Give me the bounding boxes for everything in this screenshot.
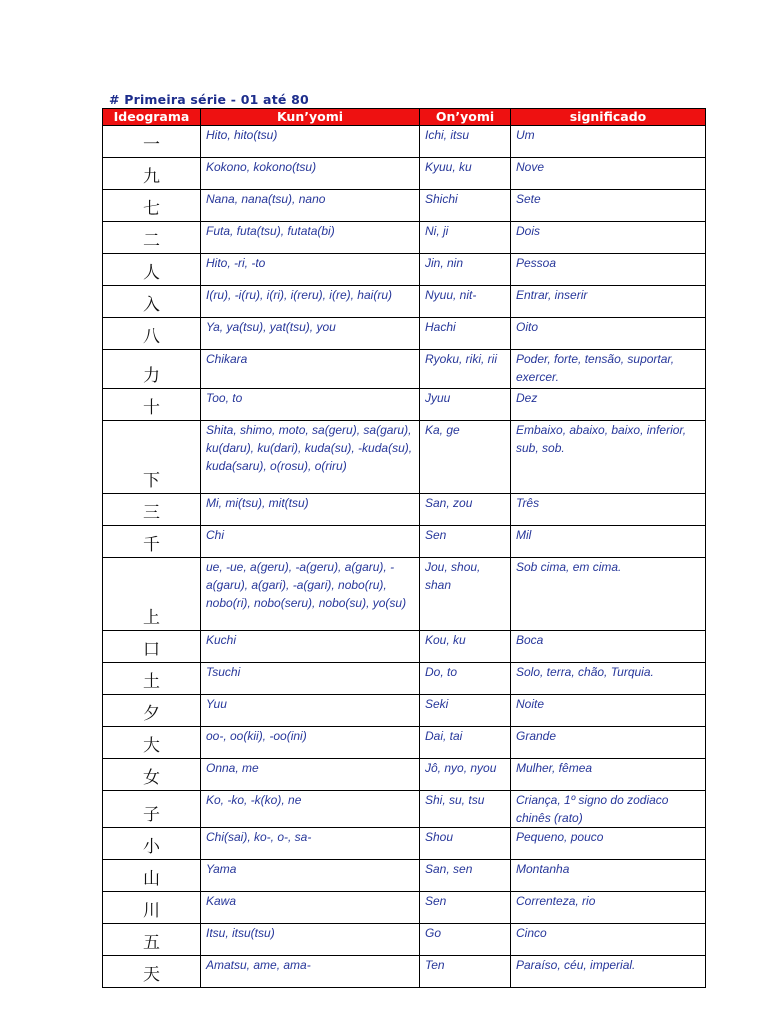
kunyomi-cell: Hito, -ri, -to	[201, 254, 420, 286]
table-row	[103, 389, 706, 421]
meaning-cell: Entrar, inserir	[511, 286, 706, 318]
table-row	[103, 924, 706, 956]
meaning-cell: Dois	[511, 222, 706, 254]
meaning-cell: Montanha	[511, 860, 706, 892]
onyomi-cell: Hachi	[420, 318, 511, 350]
meaning-cell: Sob cima, em cima.	[511, 558, 706, 631]
kunyomi-cell: Mi, mi(tsu), mit(tsu)	[201, 494, 420, 526]
ideogram-cell: 子	[103, 791, 201, 828]
table-row	[103, 558, 706, 631]
meaning-cell: Cinco	[511, 924, 706, 956]
table-row	[103, 286, 706, 318]
ideogram-cell: 土	[103, 663, 201, 695]
meaning-cell: Mulher, fêmea	[511, 759, 706, 791]
onyomi-cell: Ten	[420, 956, 511, 988]
table-row	[103, 158, 706, 190]
meaning-cell: Noite	[511, 695, 706, 727]
meaning-cell: Paraíso, céu, imperial.	[511, 956, 706, 988]
onyomi-cell: Ryoku, riki, rii	[420, 350, 511, 389]
ideogram-cell: 九	[103, 158, 201, 190]
kunyomi-cell: Amatsu, ame, ama-	[201, 956, 420, 988]
onyomi-cell: Ka, ge	[420, 421, 511, 494]
meaning-cell: Poder, forte, tensão, suportar, exercer.	[511, 350, 706, 389]
meaning-cell: Dez	[511, 389, 706, 421]
column-header-onyomi: On’yomi	[420, 109, 511, 126]
onyomi-cell: Shichi	[420, 190, 511, 222]
kunyomi-cell: Chi	[201, 526, 420, 558]
onyomi-cell: San, sen	[420, 860, 511, 892]
meaning-cell: Mil	[511, 526, 706, 558]
table-row	[103, 631, 706, 663]
meaning-cell: Pequeno, pouco	[511, 828, 706, 860]
kunyomi-cell: Too, to	[201, 389, 420, 421]
ideogram-cell: 小	[103, 828, 201, 860]
ideogram-cell: 人	[103, 254, 201, 286]
meaning-cell: Oito	[511, 318, 706, 350]
kanji-table	[102, 108, 706, 988]
onyomi-cell: Jô, nyo, nyou	[420, 759, 511, 791]
kunyomi-cell: Kuchi	[201, 631, 420, 663]
ideogram-cell: 天	[103, 956, 201, 988]
meaning-cell: Correnteza, rio	[511, 892, 706, 924]
meaning-cell: Criança, 1º signo do zodiaco chinês (rato)	[511, 791, 706, 828]
ideogram-cell: 上	[103, 558, 201, 631]
onyomi-cell: Jin, nin	[420, 254, 511, 286]
table-row	[103, 956, 706, 988]
kunyomi-cell: oo-, oo(kii), -oo(ini)	[201, 727, 420, 759]
table-row	[103, 828, 706, 860]
kunyomi-cell: Futa, futa(tsu), futata(bi)	[201, 222, 420, 254]
kunyomi-cell: ue, -ue, a(geru), -a(geru), a(garu), -a(garu), a(gari), -a(gari), nobo(ru), nobo(ri), nobo(seru), nobo(su), yo(su)	[201, 558, 420, 631]
meaning-cell: Um	[511, 126, 706, 158]
kunyomi-cell: Chikara	[201, 350, 420, 389]
ideogram-cell: 女	[103, 759, 201, 791]
page-heading: # Primeira série - 01 até 80	[109, 92, 309, 107]
meaning-cell: Três	[511, 494, 706, 526]
ideogram-cell: 大	[103, 727, 201, 759]
table-row	[103, 222, 706, 254]
onyomi-cell: Kou, ku	[420, 631, 511, 663]
ideogram-cell: 十	[103, 389, 201, 421]
table-row	[103, 350, 706, 389]
onyomi-cell: Jou, shou, shan	[420, 558, 511, 631]
table-row	[103, 791, 706, 828]
table-row	[103, 318, 706, 350]
table-row	[103, 663, 706, 695]
meaning-cell: Embaixo, abaixo, baixo, inferior, sub, sob.	[511, 421, 706, 494]
table-row	[103, 860, 706, 892]
ideogram-cell: 二	[103, 222, 201, 254]
kunyomi-cell: Ko, -ko, -k(ko), ne	[201, 791, 420, 828]
kunyomi-cell: I(ru), -i(ru), i(ri), i(reru), i(re), hai(ru)	[201, 286, 420, 318]
ideogram-cell: 力	[103, 350, 201, 389]
table-row	[103, 421, 706, 494]
ideogram-cell: 入	[103, 286, 201, 318]
ideogram-cell: 川	[103, 892, 201, 924]
onyomi-cell: Kyuu, ku	[420, 158, 511, 190]
table-row	[103, 759, 706, 791]
column-header-meaning: significado	[511, 109, 706, 126]
kunyomi-cell: Yuu	[201, 695, 420, 727]
ideogram-cell: 七	[103, 190, 201, 222]
meaning-cell: Nove	[511, 158, 706, 190]
column-header-ideogram: Ideograma	[103, 109, 201, 126]
ideogram-cell: 千	[103, 526, 201, 558]
ideogram-cell: 一	[103, 126, 201, 158]
kunyomi-cell: Onna, me	[201, 759, 420, 791]
kunyomi-cell: Nana, nana(tsu), nano	[201, 190, 420, 222]
kunyomi-cell: Kawa	[201, 892, 420, 924]
kunyomi-cell: Yama	[201, 860, 420, 892]
ideogram-cell: 下	[103, 421, 201, 494]
onyomi-cell: Sen	[420, 526, 511, 558]
table-row	[103, 126, 706, 158]
ideogram-cell: 三	[103, 494, 201, 526]
kunyomi-cell: Hito, hito(tsu)	[201, 126, 420, 158]
meaning-cell: Pessoa	[511, 254, 706, 286]
meaning-cell: Solo, terra, chão, Turquia.	[511, 663, 706, 695]
onyomi-cell: Go	[420, 924, 511, 956]
kunyomi-cell: Tsuchi	[201, 663, 420, 695]
onyomi-cell: Ni, ji	[420, 222, 511, 254]
table-row	[103, 190, 706, 222]
onyomi-cell: Ichi, itsu	[420, 126, 511, 158]
kunyomi-cell: Shita, shimo, moto, sa(geru), sa(garu), ku(daru), ku(dari), kuda(su), -kuda(su), kuda(saru), o(rosu), o(riru)	[201, 421, 420, 494]
onyomi-cell: Jyuu	[420, 389, 511, 421]
table-row	[103, 526, 706, 558]
table-row	[103, 695, 706, 727]
onyomi-cell: Nyuu, nit-	[420, 286, 511, 318]
onyomi-cell: San, zou	[420, 494, 511, 526]
ideogram-cell: 五	[103, 924, 201, 956]
table-row	[103, 892, 706, 924]
ideogram-cell: 八	[103, 318, 201, 350]
ideogram-cell: 山	[103, 860, 201, 892]
onyomi-cell: Shi, su, tsu	[420, 791, 511, 828]
meaning-cell: Sete	[511, 190, 706, 222]
table-body	[103, 126, 706, 988]
onyomi-cell: Sen	[420, 892, 511, 924]
meaning-cell: Boca	[511, 631, 706, 663]
table-row	[103, 727, 706, 759]
onyomi-cell: Seki	[420, 695, 511, 727]
kunyomi-cell: Chi(sai), ko-, o-, sa-	[201, 828, 420, 860]
kunyomi-cell: Itsu, itsu(tsu)	[201, 924, 420, 956]
table-header-row	[103, 109, 706, 126]
onyomi-cell: Do, to	[420, 663, 511, 695]
table-row	[103, 494, 706, 526]
kunyomi-cell: Kokono, kokono(tsu)	[201, 158, 420, 190]
table-row	[103, 254, 706, 286]
kunyomi-cell: Ya, ya(tsu), yat(tsu), you	[201, 318, 420, 350]
meaning-cell: Grande	[511, 727, 706, 759]
onyomi-cell: Shou	[420, 828, 511, 860]
ideogram-cell: 夕	[103, 695, 201, 727]
ideogram-cell: 口	[103, 631, 201, 663]
onyomi-cell: Dai, tai	[420, 727, 511, 759]
column-header-kunyomi: Kun’yomi	[201, 109, 420, 126]
